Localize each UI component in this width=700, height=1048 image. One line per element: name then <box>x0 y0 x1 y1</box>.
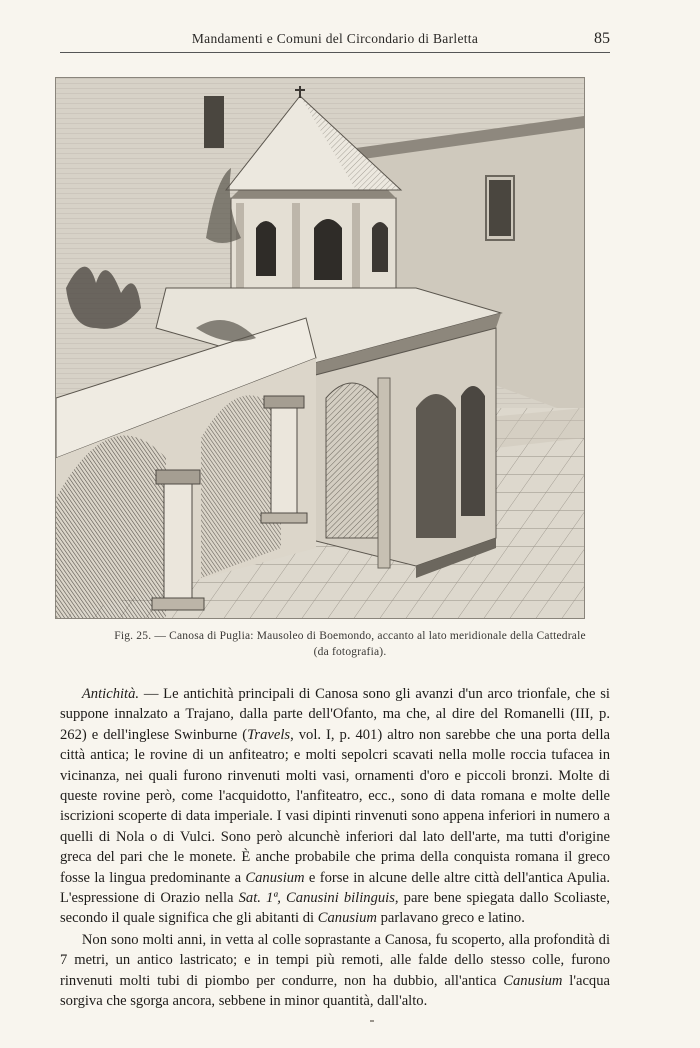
figure-caption: Fig. 25. — Canosa di Puglia: Mausoleo di Boemondo, accanto al lato meridionale della Cattedrale <box>114 630 586 642</box>
place-name: Canusium <box>317 910 377 927</box>
text-run: Non sono molti anni, in vetta al colle soprastante a Canosa, fu scoperto, alla profondità di 7 metri, un antico lastricato; e in tempi più remoti, alle falde dello stesso colle, furono rinvenuti molti tubi di piombo per condurre, non ha dubbio, all'antica <box>60 931 610 989</box>
place-name: Canusium <box>503 972 563 989</box>
running-title: Mandamenti e Comuni del Circondario di Barletta <box>191 31 479 46</box>
paragraph-antichita <box>60 684 610 929</box>
print-speck <box>370 1020 374 1022</box>
engraving-illustration <box>56 78 584 618</box>
mausoleum-engraving <box>55 77 585 619</box>
figure-caption-source: (da fotografia). <box>313 646 387 658</box>
text-run: — Le antichità principali di Canosa sono gli avanzi d'un arco trionfale, che si suppone innalzato a Trajano, dalla parte dell'Ofanto, ma che, al dire del Romanelli (III, p. 262) e dell'inglese Swinburne ( <box>60 686 610 743</box>
citation-title: Travels <box>247 726 291 743</box>
text-run: parlavano greco e latino. <box>376 910 525 927</box>
text-run: , vol. I, p. 401) altro non sarebbe che una porta della città antica; le rovine di un anfiteatro; e molti sepolcri scavati nella molle roccia tufacea in vicinanza, nei quali furono rinvenuti molti vasi, ornamenti d'oro e piccoli bronzi. Molte di queste rovine però, come l'acquidotto, l'anfiteatro, ecc., sono di data romana e molte delle iscrizioni scoperte di data imperiale. I vasi dipinti rinvenuti sono appena inferiori in numero a quelli di Nola o di Vulci. Sono però alcunchè inferiori dal lato dell'arte, ma tutti d'origine greca del pari che le monete. È anche probabile che prima della conquista romana il greco fosse la lingua predominante a <box>60 726 610 886</box>
place-name: Canusium <box>245 869 305 886</box>
page-header <box>60 30 610 53</box>
text-run: l'acqua sorgiva che sgorga ancora, sebbene in minor quantità, dall'alto. <box>60 972 611 1010</box>
section-heading: Antichità. <box>81 686 140 702</box>
paragraph-lastricato <box>60 930 610 1012</box>
body-text <box>60 684 610 1012</box>
text-run: e forse in alcune delle altre città dell'antica Apulia. L'espressione di Orazio nella <box>60 869 610 907</box>
text-run: , pare bene spiegata dallo Scoliaste, secondo il quale significa che gli abitanti di <box>60 890 610 927</box>
page-number: 85 <box>594 30 610 47</box>
citation-title: Sat. 1ª, Canusini bilinguis <box>238 890 395 907</box>
